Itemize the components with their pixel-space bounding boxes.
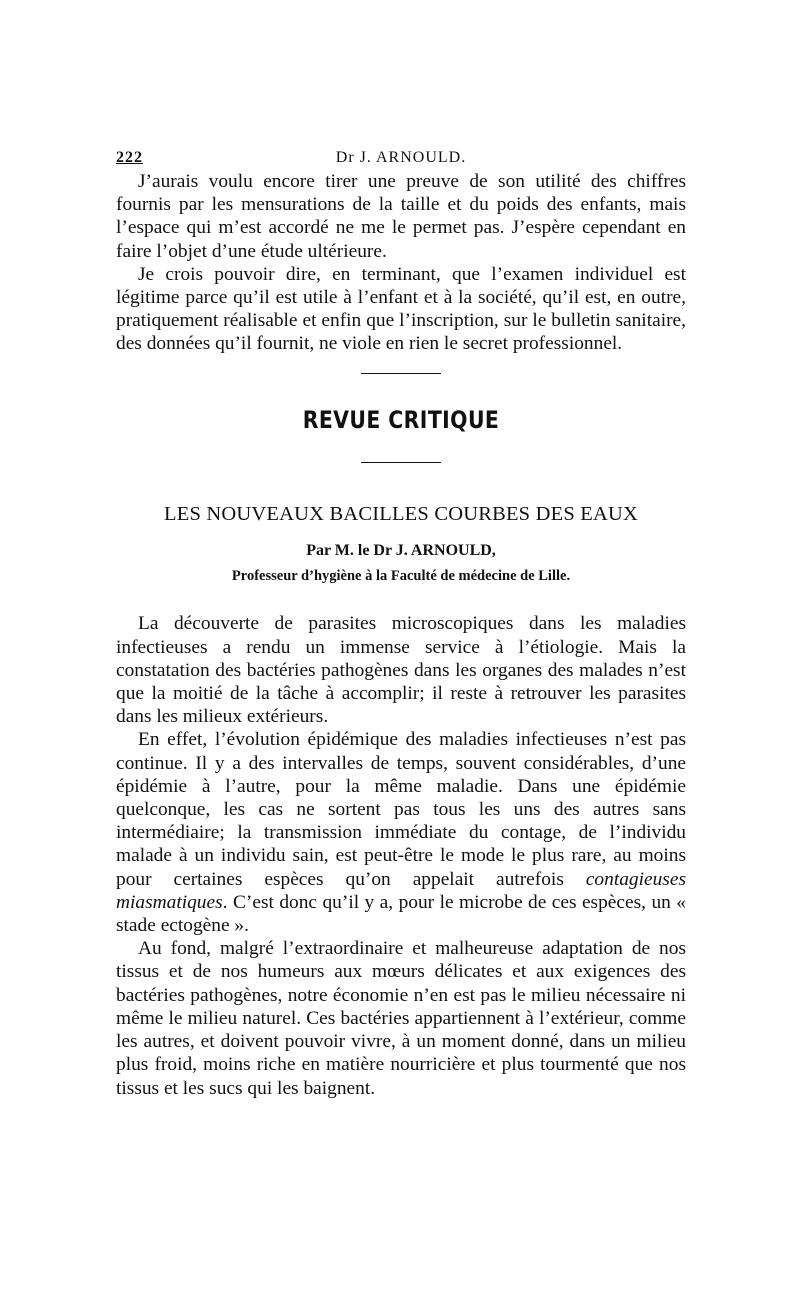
- body-paragraph-3: Au fond, malgré l’extraordinaire et malheureuse adaptation de nos tissus et de nos humeurs aux mœurs délicates et aux exigences des bactéries pathogènes, notre économie n’en est pas le milieu nécessaire ni même le milieu naturel. Ces bactéries appartiennent à l’extérieur, comme les autres, et doivent pouvoir vivre, à un moment donné, dans un milieu plus froid, moins riche en matière nourricière et plus tourmenté que nos tissus et les sucs qui les baignent.: [116, 938, 686, 1099]
- body-paragraph-1: La découverte de parasites microscopiques dans les maladies infectieuses a rendu un immense service à l’étiologie. Mais la constatation des bactéries pathogènes dans les organes des malades n’est que la moitié de la tâche à accomplir; il reste à retrouver les parasites dans les milieux extérieurs.: [116, 613, 686, 728]
- divider-rule-top: [361, 373, 441, 374]
- running-head-author: Dr J. ARNOULD.: [335, 149, 467, 166]
- section-title: REVUE CRITIQUE: [302, 405, 500, 434]
- divider-rule-bottom: [361, 462, 441, 463]
- article-byline: Par M. le Dr J. ARNOULD,: [306, 542, 496, 560]
- document-page: [116, 146, 686, 1100]
- article-affiliation: Professeur d’hygiène à la Faculté de médecine de Lille.: [231, 568, 571, 585]
- body-paragraph-2: [116, 728, 686, 937]
- body-paragraph-2-italic: contagieuses miasmatiques: [116, 868, 686, 913]
- intro-paragraph-1: J’aurais voulu encore tirer une preuve de son utilité des chiffres fournis par les mensurations de la taille et du poids des enfants, mais l’espace qui m’est accordé ne me le permet pas. J’espère cependant en faire l’objet d’une étude ultérieure.: [116, 171, 686, 262]
- intro-paragraph-2: Je crois pouvoir dire, en terminant, que l’examen individuel est légitime parce qu’il est utile à l’enfant et à la société, qu’il est, en outre, pratiquement réalisable et enfin que l’inscription, sur le bulletin sanitaire, des données qu’il fournit, ne viole en rien le secret professionnel.: [116, 263, 686, 355]
- running-head: [116, 146, 686, 170]
- body-paragraph-2-start: En effet, l’évolution épidémique des maladies infectieuses n’est pas continue. Il y a des intervalles de temps, souvent considérables, d’une épidémie à l’autre, pour la même maladie. Dans une épidémie quelconque, les cas ne sortent pas tous les uns des autres sans intermédiaire; la transmission immédiate du contage, de l’individu malade à un individu sain, est peut-être le mode le plus rare, au moins pour certaines espèces qu’on appelait autrefois: [116, 729, 686, 890]
- page-number: 222: [116, 149, 143, 166]
- body-paragraph-2-end: . C’est donc qu’il y a, pour le microbe de ces espèces, un « stade ectogène ».: [116, 891, 686, 937]
- article-body: [116, 612, 686, 1099]
- article-title: LES NOUVEAUX BACILLES COURBES DES EAUX: [164, 502, 638, 525]
